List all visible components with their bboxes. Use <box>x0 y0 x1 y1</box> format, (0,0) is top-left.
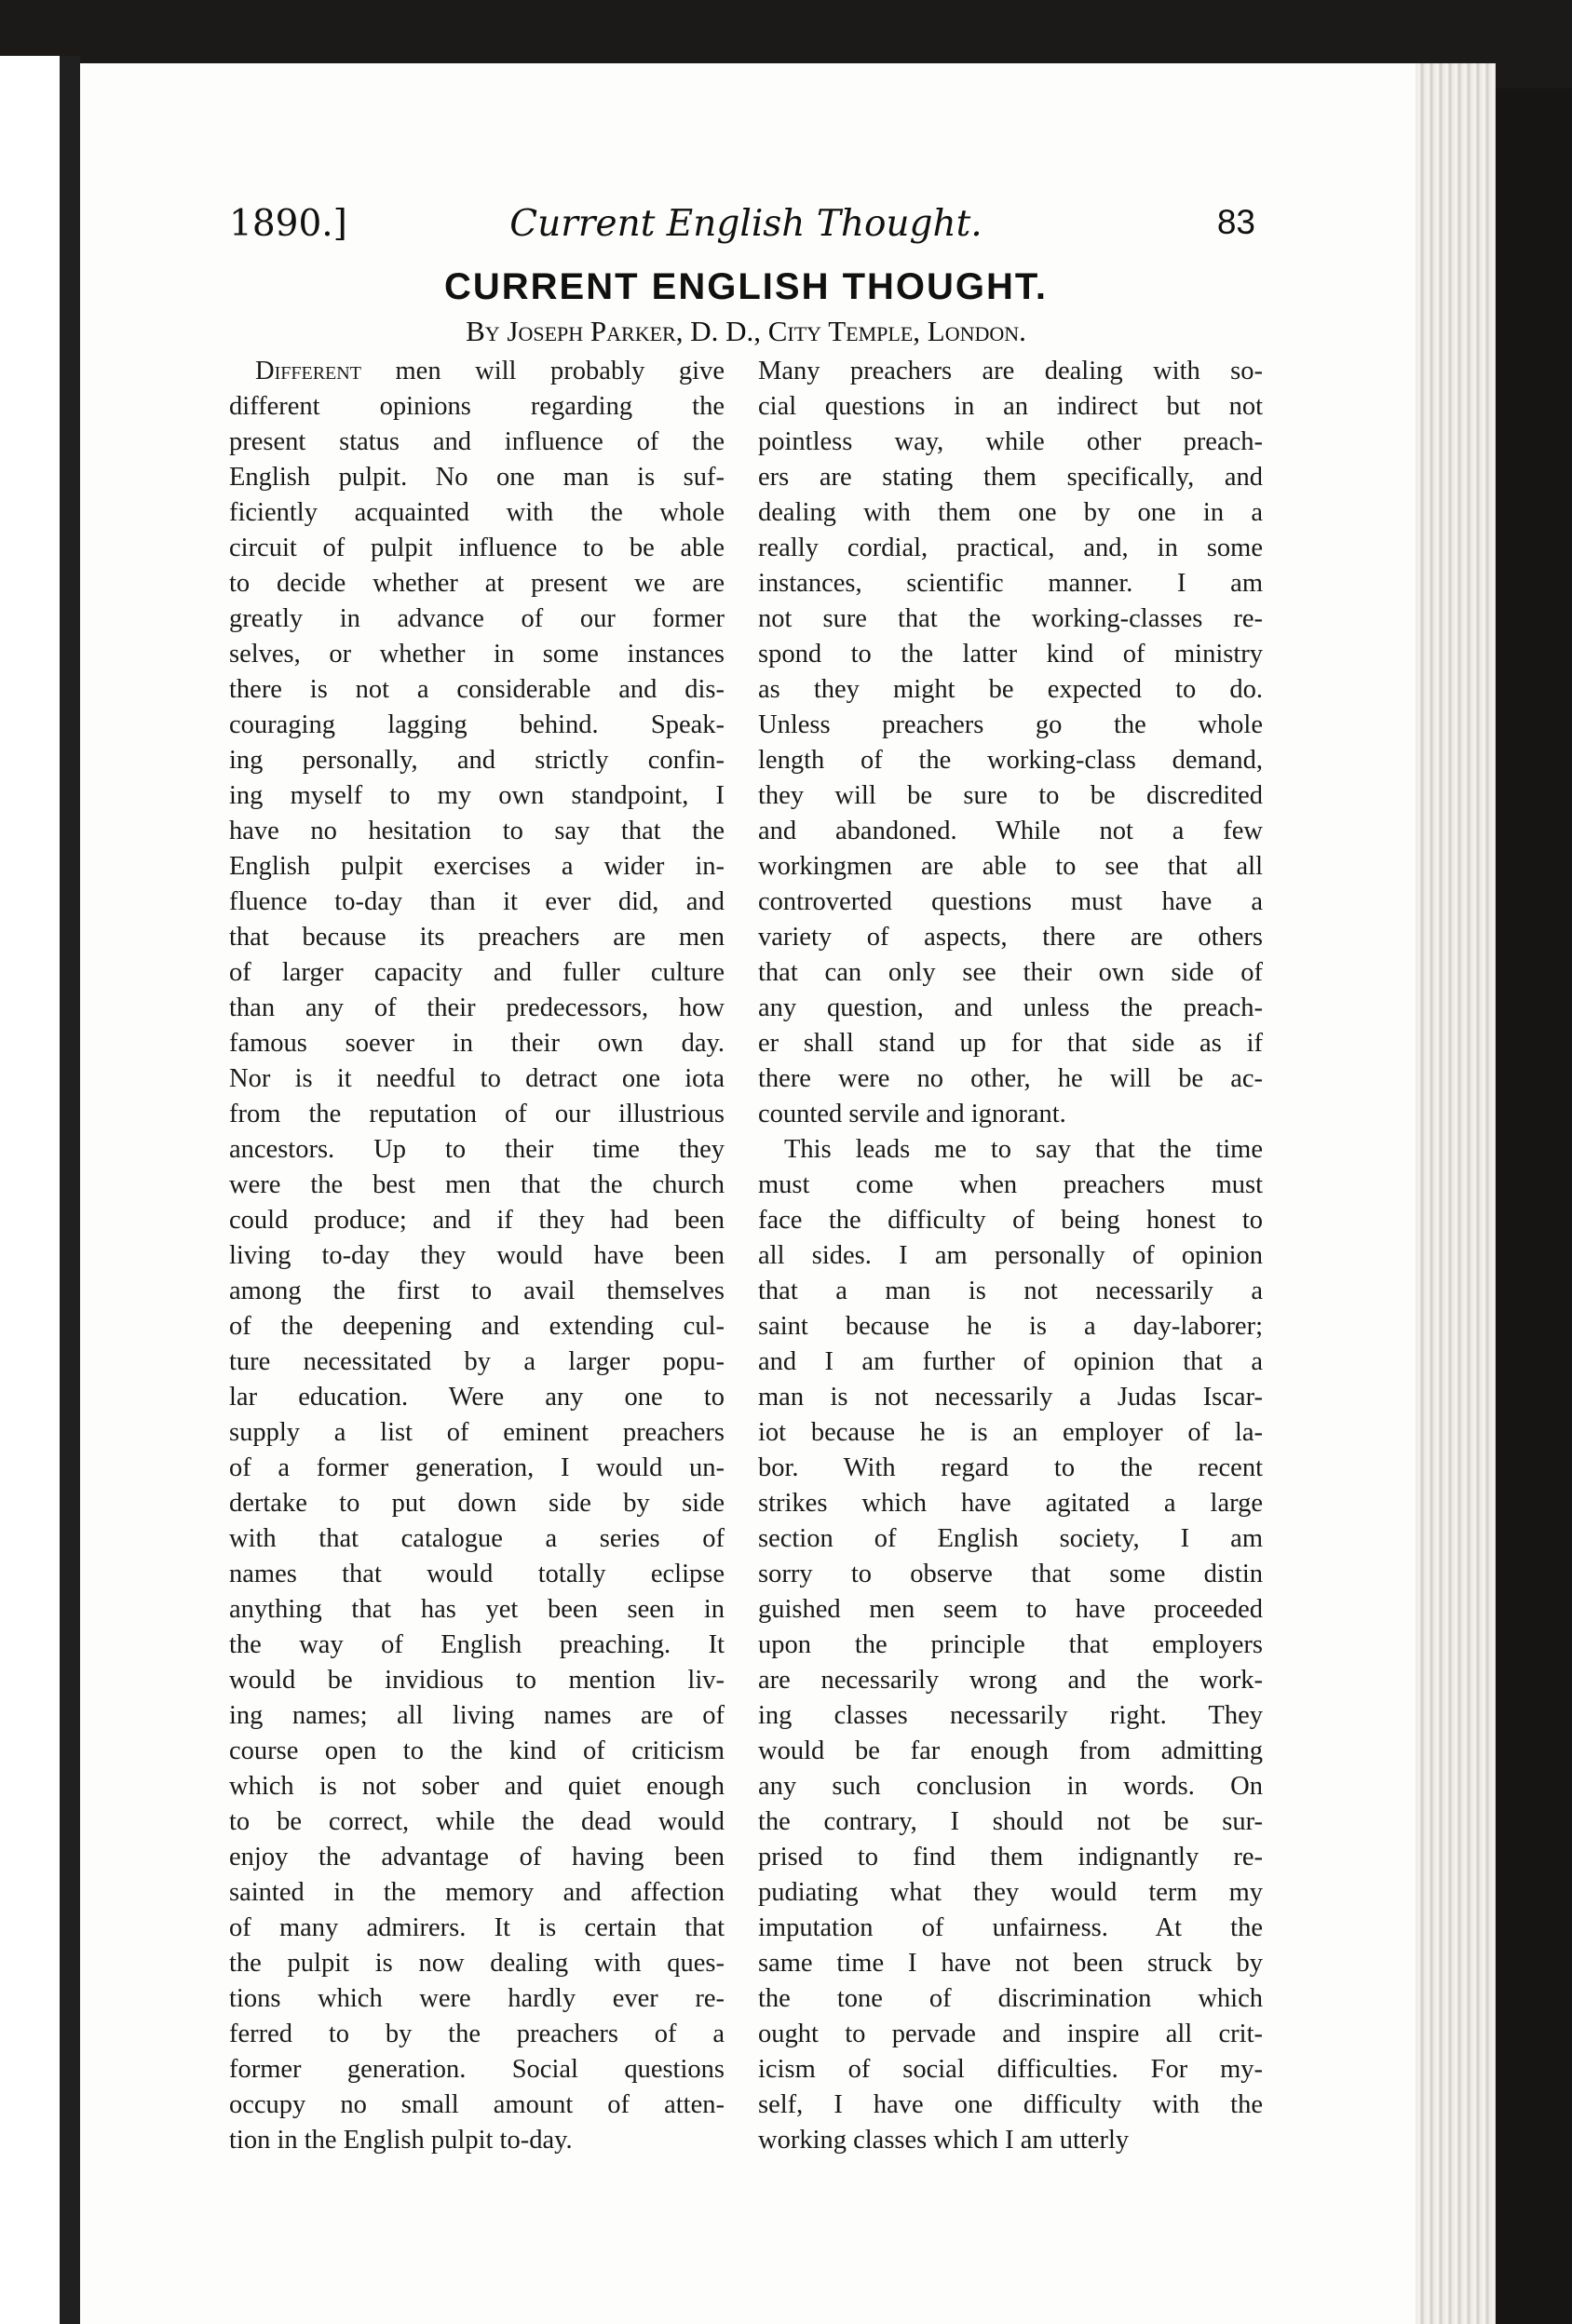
text-line: self, I have one difficulty with the <box>758 2090 1263 2119</box>
text-line: tion in the English pulpit to-day. <box>229 2126 573 2155</box>
text-line: icism of social difficulties. For my- <box>758 2055 1263 2084</box>
text-line: present status and influence of the <box>229 427 725 456</box>
text-line: lar education. Were any one to <box>229 1383 725 1412</box>
text-line: ferred to by the preachers of a <box>229 2020 725 2048</box>
text-line: greatly in advance of our former <box>229 604 725 633</box>
text-line: former generation. Social questions <box>229 2055 725 2084</box>
text-line: there were no other, he will be ac- <box>758 1064 1263 1093</box>
text-line: they will be sure to be discredited <box>758 781 1263 810</box>
text-line: prised to find them indignantly re- <box>758 1843 1263 1871</box>
text-line: imputation of unfairness. At the <box>758 1913 1263 1942</box>
text-line: which is not sober and quiet enough <box>229 1772 725 1801</box>
text-line: the tone of discrimination which <box>758 1984 1263 2013</box>
text-line: ture necessitated by a larger popu- <box>229 1347 725 1376</box>
text-line: Unless preachers go the whole <box>758 710 1263 739</box>
text-line: fluence to-day than it ever did, and <box>229 887 725 916</box>
book-cover-edge <box>1496 88 1572 2324</box>
right-text-column <box>758 354 1263 2158</box>
text-line: and I am further of opinion that a <box>758 1347 1263 1376</box>
text-line: the pulpit is now dealing with ques- <box>229 1949 725 1978</box>
running-head <box>229 203 1263 259</box>
text-line: dertake to put down side by side <box>229 1489 725 1518</box>
text-line: the contrary, I should not be sur- <box>758 1807 1263 1836</box>
text-line: ing personally, and strictly confin- <box>229 746 725 775</box>
text-line: of a former generation, I would un- <box>229 1453 725 1482</box>
text-line: couraging lagging behind. Speak- <box>229 710 725 739</box>
text-line: that can only see their own side of <box>758 958 1263 987</box>
text-line: circuit of pulpit influence to be able <box>229 534 725 562</box>
text-line: really cordial, practical, and, in some <box>758 534 1263 562</box>
text-line: ing names; all living names are of <box>229 1701 725 1730</box>
article-byline: By Joseph Parker, D. D., City Temple, London. <box>466 315 1026 347</box>
text-line: man is not necessarily a Judas Iscar- <box>758 1383 1263 1412</box>
text-line: there is not a considerable and dis- <box>229 675 725 704</box>
text-line: occupy no small amount of atten- <box>229 2090 725 2119</box>
text-line: names that would totally eclipse <box>229 1560 725 1588</box>
text-line: that because its preachers are men <box>229 923 725 952</box>
text-line: would be invidious to mention liv- <box>229 1666 725 1695</box>
running-head-year: 1890.] <box>229 203 347 245</box>
text-line: ficiently acquainted with the whole <box>229 498 725 527</box>
text-line: upon the principle that employers <box>758 1630 1263 1659</box>
text-line: would be far enough from admitting <box>758 1736 1263 1765</box>
text-line: different opinions regarding the <box>229 392 725 421</box>
gutter-shadow <box>60 56 80 2324</box>
text-line: Many preachers are dealing with so- <box>758 357 1263 385</box>
text-line: of the deepening and extending cul- <box>229 1312 725 1341</box>
text-line: controverted questions must have a <box>758 887 1263 916</box>
text-line: and abandoned. While not a few <box>758 817 1263 845</box>
text-line: must come when preachers must <box>758 1170 1263 1199</box>
text-line: course open to the kind of criticism <box>229 1736 725 1765</box>
text-line: of many admirers. It is certain that <box>229 1913 725 1942</box>
text-line: working classes which I am utterly <box>758 2126 1130 2155</box>
text-line: all sides. I am personally of opinion <box>758 1241 1263 1270</box>
text-line: Nor is it needful to detract one iota <box>229 1064 725 1093</box>
text-line: section of English society, I am <box>758 1524 1263 1553</box>
text-line: than any of their predecessors, how <box>229 993 725 1022</box>
text-line: counted servile and ignorant. <box>758 1100 1066 1128</box>
text-line: are necessarily wrong and the work- <box>758 1666 1263 1695</box>
text-line: were the best men that the church <box>229 1170 725 1199</box>
text-line: the way of English preaching. It <box>229 1630 725 1659</box>
text-line: from the reputation of our illustrious <box>229 1100 725 1128</box>
text-line: English pulpit. No one man is suf- <box>229 463 725 492</box>
text-line: any question, and unless the preach- <box>758 993 1263 1022</box>
text-line: instances, scientific manner. I am <box>758 569 1263 598</box>
text-line: ers are stating them specifically, and <box>758 463 1263 492</box>
text-line: tions which were hardly ever re- <box>229 1984 725 2013</box>
text-line: spond to the latter kind of ministry <box>758 640 1263 669</box>
text-line: have no hesitation to say that the <box>229 817 725 845</box>
article-title: CURRENT ENGLISH THOUGHT. <box>444 266 1048 307</box>
opening-word: Different <box>255 357 361 385</box>
text-line: anything that has yet been seen in <box>229 1595 725 1624</box>
text-line: er shall stand up for that side as if <box>758 1029 1263 1058</box>
left-text-column <box>229 354 725 2158</box>
text-line: strikes which have agitated a large <box>758 1489 1263 1518</box>
text-line: guished men seem to have proceeded <box>758 1595 1263 1624</box>
text-line: living to-day they would have been <box>229 1241 725 1270</box>
running-head-title: Current English Thought. <box>509 203 982 245</box>
text-line: face the difficulty of being honest to <box>758 1206 1263 1235</box>
text-line: pointless way, while other preach- <box>758 427 1263 456</box>
text-line: variety of aspects, there are others <box>758 923 1263 952</box>
text-line: saint because he is a day-laborer; <box>758 1312 1263 1341</box>
text-line: sorry to observe that some distin <box>758 1560 1263 1588</box>
page-block-edges <box>1416 63 1496 2324</box>
text-line: enjoy the advantage of having been <box>229 1843 725 1871</box>
text-line: of larger capacity and fuller culture <box>229 958 725 987</box>
text-line: not sure that the working-classes re- <box>758 604 1263 633</box>
text-line: ing myself to my own standpoint, I <box>229 781 725 810</box>
text-line: as they might be expected to do. <box>758 675 1263 704</box>
text-line: to be correct, while the dead would <box>229 1807 725 1836</box>
text-line: same time I have not been struck by <box>758 1949 1263 1978</box>
text-line: Different men will probably give <box>255 357 725 385</box>
text-line: English pulpit exercises a wider in- <box>229 852 725 881</box>
text-line: ancestors. Up to their time they <box>229 1135 725 1164</box>
text-line: ing classes necessarily right. They <box>758 1701 1263 1730</box>
text-line: sainted in the memory and affection <box>229 1878 725 1907</box>
text-line: ought to pervade and inspire all crit- <box>758 2020 1263 2048</box>
text-line: workingmen are able to see that all <box>758 852 1263 881</box>
text-line: dealing with them one by one in a <box>758 498 1263 527</box>
text-line: could produce; and if they had been <box>229 1206 725 1235</box>
text-line: pudiating what they would term my <box>758 1878 1263 1907</box>
text-line: among the first to avail themselves <box>229 1277 725 1305</box>
page-number: 83 <box>1216 203 1255 241</box>
text-line: selves, or whether in some instances <box>229 640 725 669</box>
text-line: length of the working-class demand, <box>758 746 1263 775</box>
text-line: that a man is not necessarily a <box>758 1277 1263 1305</box>
text-line: supply a list of eminent preachers <box>229 1418 725 1447</box>
text-line: cial questions in an indirect but not <box>758 392 1263 421</box>
text-line: any such conclusion in words. On <box>758 1772 1263 1801</box>
facing-page-edge <box>0 56 65 2324</box>
text-line: famous soever in their own day. <box>229 1029 725 1058</box>
text-line: to decide whether at present we are <box>229 569 725 598</box>
text-line: iot because he is an employer of la- <box>758 1418 1263 1447</box>
text-line: This leads me to say that the time <box>784 1135 1263 1164</box>
text-line: with that catalogue a series of <box>229 1524 725 1553</box>
text-line: bor. With regard to the recent <box>758 1453 1263 1482</box>
